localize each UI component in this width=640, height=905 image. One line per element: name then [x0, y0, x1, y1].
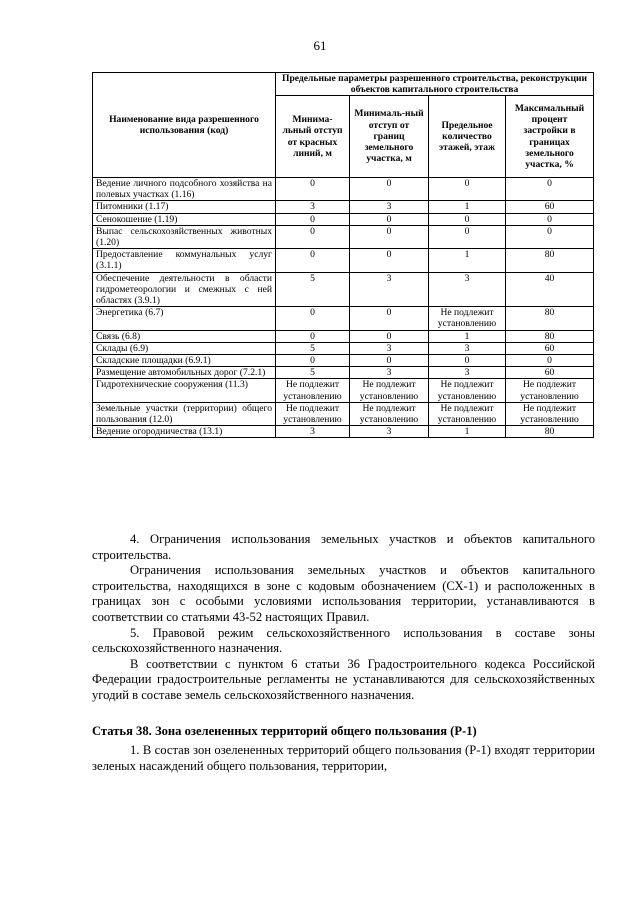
row-min-setback-red-lines-cell: 5: [276, 342, 350, 354]
paragraph-restrictions-body: Ограничения использования земельных участков и объектов капитального строительства, находящихся в зоне с кодовым обозначением (СХ-1) и расположенных в границах зон с особыми условиями использования территории, устанавливаются в соответствии со статьями 43-52 настоящих Правил.: [92, 563, 595, 624]
row-min-setback-boundaries-cell: 0: [350, 178, 429, 201]
row-min-setback-red-lines-cell: 3: [276, 201, 350, 213]
row-name-cell: Гидротехнические сооружения (11.3): [93, 379, 276, 402]
table-row: [93, 272, 594, 307]
row-min-setback-boundaries-cell: 0: [350, 213, 429, 225]
row-name-cell: Выпас сельскохозяйственных животных (1.20): [93, 225, 276, 248]
parameters-table: [92, 72, 594, 438]
row-max-floors-cell: 1: [429, 249, 506, 272]
paragraph-restrictions-heading: 4. Ограничения использования земельных участков и объектов капитального строительства.: [92, 532, 595, 562]
row-name-cell: Связь (6.8): [93, 330, 276, 342]
row-min-setback-red-lines-cell: 0: [276, 330, 350, 342]
header-name-column: Наименование вида разрешенного использования (код): [93, 73, 276, 178]
row-max-floors-cell: Не подлежит установлению: [429, 402, 506, 425]
row-max-floors-cell: 3: [429, 367, 506, 379]
row-name-cell: Обеспечение деятельности в области гидрометеорологии и смежных с ней областях (3.9.1): [93, 272, 276, 307]
row-min-setback-red-lines-cell: 0: [276, 213, 350, 225]
row-min-setback-boundaries-cell: 3: [350, 272, 429, 307]
row-min-setback-boundaries-cell: 0: [350, 249, 429, 272]
table-row: [93, 367, 594, 379]
row-name-cell: Размещение автомобильных дорог (7.2.1): [93, 367, 276, 379]
row-name-cell: Ведение личного подсобного хозяйства на полевых участках (1.16): [93, 178, 276, 201]
row-name-cell: Склады (6.9): [93, 342, 276, 354]
row-min-setback-boundaries-cell: Не подлежит установлению: [350, 402, 429, 425]
row-min-setback-boundaries-cell: Не подлежит установлению: [350, 379, 429, 402]
row-name-cell: Энергетика (6.7): [93, 307, 276, 330]
row-min-setback-red-lines-cell: Не подлежит установлению: [276, 379, 350, 402]
table-row: [93, 225, 594, 248]
table-body: [93, 178, 594, 438]
row-max-floors-cell: 3: [429, 342, 506, 354]
header-max-coverage: Максимальный процент застройки в границах земельного участка, %: [506, 96, 594, 178]
row-min-setback-boundaries-cell: 0: [350, 225, 429, 248]
table-row: [93, 342, 594, 354]
row-max-coverage-cell: 40: [506, 272, 594, 307]
row-max-floors-cell: 0: [429, 178, 506, 201]
row-name-cell: Предоставление коммунальных услуг (3.1.1): [93, 249, 276, 272]
row-name-cell: Земельные участки (территории) общего пользования (12.0): [93, 402, 276, 425]
row-max-floors-cell: 0: [429, 213, 506, 225]
header-parameters-group: Предельные параметры разрешенного строительства, реконструкции объектов капитального строительства: [276, 73, 594, 96]
table-row: [93, 213, 594, 225]
row-max-coverage-cell: Не подлежит установлению: [506, 379, 594, 402]
table-row: [93, 355, 594, 367]
header-min-setback-red-lines: Минима-льный отступ от красных линий, м: [276, 96, 350, 178]
row-min-setback-boundaries-cell: 3: [350, 201, 429, 213]
row-max-coverage-cell: 0: [506, 178, 594, 201]
row-name-cell: Ведение огородничества (13.1): [93, 426, 276, 438]
row-max-coverage-cell: 0: [506, 213, 594, 225]
table-row: [93, 330, 594, 342]
row-min-setback-red-lines-cell: Не подлежит установлению: [276, 402, 350, 425]
row-min-setback-red-lines-cell: 0: [276, 355, 350, 367]
table-row: [93, 307, 594, 330]
header-min-setback-boundaries: Минималь-ный отступ от границ земельного участка, м: [350, 96, 429, 178]
row-max-coverage-cell: 80: [506, 330, 594, 342]
row-max-coverage-cell: 80: [506, 249, 594, 272]
row-max-floors-cell: 1: [429, 201, 506, 213]
row-name-cell: Складские площадки (6.9.1): [93, 355, 276, 367]
row-min-setback-red-lines-cell: 0: [276, 249, 350, 272]
body-text: [92, 532, 595, 774]
table-row: [93, 426, 594, 438]
paragraph-article-38-item-1: 1. В состав зон озелененных территорий общего пользования (Р-1) входят территории зеленых насаждений общего пользования, территории,: [92, 743, 595, 773]
table-row: [93, 178, 594, 201]
row-max-coverage-cell: 60: [506, 201, 594, 213]
table-row: [93, 249, 594, 272]
row-max-floors-cell: Не подлежит установлению: [429, 307, 506, 330]
row-min-setback-red-lines-cell: 0: [276, 178, 350, 201]
header-max-floors: Предельное количество этажей, этаж: [429, 96, 506, 178]
row-name-cell: Питомники (1.17): [93, 201, 276, 213]
row-max-coverage-cell: 60: [506, 367, 594, 379]
row-max-coverage-cell: 0: [506, 355, 594, 367]
row-max-coverage-cell: 80: [506, 426, 594, 438]
row-min-setback-red-lines-cell: 5: [276, 367, 350, 379]
row-max-floors-cell: 1: [429, 426, 506, 438]
row-max-floors-cell: 0: [429, 225, 506, 248]
row-min-setback-boundaries-cell: 0: [350, 330, 429, 342]
row-min-setback-red-lines-cell: 0: [276, 225, 350, 248]
row-min-setback-boundaries-cell: 0: [350, 355, 429, 367]
row-min-setback-boundaries-cell: 3: [350, 342, 429, 354]
row-min-setback-red-lines-cell: 3: [276, 426, 350, 438]
table-row: [93, 379, 594, 402]
row-min-setback-red-lines-cell: 5: [276, 272, 350, 307]
table-row: [93, 402, 594, 425]
row-max-coverage-cell: 60: [506, 342, 594, 354]
row-min-setback-boundaries-cell: 3: [350, 426, 429, 438]
row-min-setback-red-lines-cell: 0: [276, 307, 350, 330]
row-max-floors-cell: Не подлежит установлению: [429, 379, 506, 402]
table-row: [93, 201, 594, 213]
paragraph-legal-regime-heading: 5. Правовой режим сельскохозяйственного использования в составе зоны сельскохозяйственного назначения.: [92, 625, 595, 656]
row-max-floors-cell: 1: [429, 330, 506, 342]
row-max-floors-cell: 3: [429, 272, 506, 307]
row-name-cell: Сенокошение (1.19): [93, 213, 276, 225]
row-max-coverage-cell: Не подлежит установлению: [506, 402, 594, 425]
page-number: 61: [313, 38, 327, 53]
row-max-coverage-cell: 0: [506, 225, 594, 248]
article-title: Статья 38. Зона озелененных территорий общего пользования (Р-1): [92, 723, 477, 738]
row-min-setback-boundaries-cell: 3: [350, 367, 429, 379]
row-max-coverage-cell: 80: [506, 307, 594, 330]
row-max-floors-cell: 0: [429, 355, 506, 367]
row-min-setback-boundaries-cell: 0: [350, 307, 429, 330]
paragraph-legal-regime-body: В соответствии с пунктом 6 статьи 36 Градостроительного кодекса Российской Федерации градостроительные регламенты не устанавливаются для сельскохозяйственных угодий в составе земель сельскохозяйственного назначения.: [92, 656, 595, 702]
